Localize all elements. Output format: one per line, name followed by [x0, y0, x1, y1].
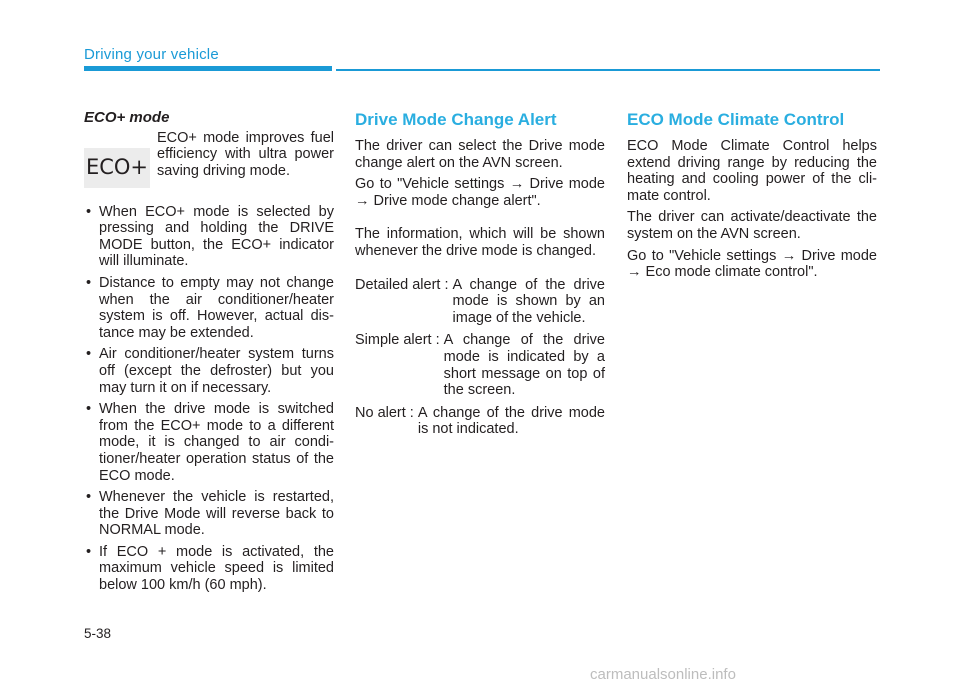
alert-term: No alert : — [355, 404, 418, 421]
alert-term: Detailed alert : — [355, 276, 453, 293]
list-item: • When the drive mode is switched from the ECO+ mode to a different mode, it is changed to air condi-tioner/heater operation status of the ECO mode. — [84, 401, 334, 484]
drive-mode-alert-heading: Drive Mode Change Alert — [355, 110, 557, 129]
alert-none — [355, 405, 605, 438]
column-drive-mode-alert — [355, 110, 605, 444]
eco-plus-intro: ECO+ mode improves fuel efficiency with ultra power saving driving mode. — [157, 129, 334, 179]
alert-desc: A change of the drive mode is indicated by a short message on top of the screen. — [443, 332, 605, 399]
list-item: • Air conditioner/heater system turns off (except the defroster) but you may turn it on if necessary. — [84, 346, 334, 396]
alert-term: Simple alert : — [355, 332, 444, 349]
eco-climate-heading: ECO Mode Climate Control — [627, 110, 845, 129]
alert-simple — [355, 332, 605, 398]
alert-detailed — [355, 277, 605, 327]
watermark: carmanualsonline.info — [590, 666, 736, 683]
drive-mode-alert-p3: The information, which will be shown whenever the drive mode is changed. — [355, 226, 605, 259]
eco-climate-p1: ECO Mode Climate Control helps extend driving range by reducing the heating and cooling power of the cli-mate control. — [627, 138, 877, 204]
column-eco-climate — [627, 110, 877, 286]
list-item: • Whenever the vehicle is restarted, the Drive Mode will reverse back to NORMAL mode. — [84, 489, 334, 539]
drive-mode-alert-p1: The driver can select the Drive mode change alert on the AVN screen. — [355, 138, 605, 171]
alert-desc: A change of the drive mode is shown by an image of the vehicle. — [452, 276, 605, 326]
list-item: • If ECO + mode is activated, the maximum vehicle speed is limited below 100 km/h (60 mph). — [84, 544, 334, 594]
eco-plus-icon: ECO+ — [84, 148, 150, 188]
header-rule-thick — [84, 66, 332, 71]
list-item: • Distance to empty may not change when the air conditioner/heater system is off. However, actual dis-tance may be extended. — [84, 275, 334, 341]
column-eco-plus — [84, 110, 334, 599]
alert-desc: A change of the drive mode is not indicated. — [417, 404, 605, 438]
eco-climate-p2: The driver can activate/deactivate the system on the AVN screen. — [627, 209, 877, 242]
header-rule-thin — [336, 69, 880, 71]
eco-plus-intro-block — [84, 130, 334, 194]
page-number: 5-38 — [84, 626, 112, 641]
eco-climate-p3: Go to "Vehicle settings → Drive mode → Eco mode climate control". — [627, 247, 877, 281]
list-item: • When ECO+ mode is selected by pressing and holding the DRIVE MODE button, the ECO+ indicator will illuminate. — [84, 204, 334, 270]
section-title: Driving your vehicle — [84, 46, 219, 63]
drive-mode-alert-p2: Go to "Vehicle settings → Drive mode → Drive mode change alert". — [355, 176, 605, 209]
eco-plus-bullet-list — [84, 204, 334, 594]
eco-plus-heading: ECO+ mode — [84, 109, 170, 126]
